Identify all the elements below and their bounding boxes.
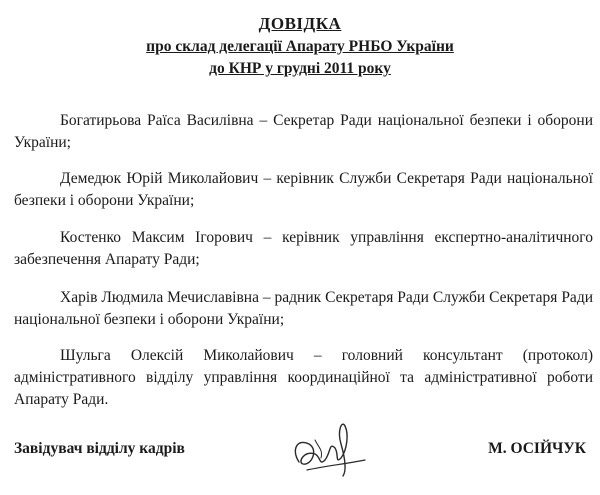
delegation-entry: Харів Людмила Мечиславівна – радник Секретаря Ради Служби Секретаря Ради національної безпеки і оборони України; xyxy=(14,289,593,328)
delegation-entry: Демедюк Юрій Миколайович – керівник Служби Секретаря Ради національної безпеки і оборони України; xyxy=(14,170,593,209)
delegation-entry: Шульга Олексій Миколайович – головний консультант (протокол) адміністративного відділу управління координаційної та адміністративної роботи Апарату Ради. xyxy=(14,347,593,408)
document-title: ДОВІДКА xyxy=(258,14,342,33)
delegation-entry: Костенко Максим Ігорович – керівник управління експертно-аналітичного забезпечення Апарату Ради; xyxy=(14,229,593,268)
signer-name: М. ОСІЙЧУК xyxy=(488,440,586,457)
document-subtitle-line-2: до КНР у грудні 2011 року xyxy=(209,60,391,77)
delegation-entry: Богатирьова Раїса Василівна – Секретар Ради національної безпеки і оборони України; xyxy=(14,112,593,151)
handwritten-signature xyxy=(285,420,375,482)
document-subtitle-line-1: про склад делегації Апарату РНБО України xyxy=(146,38,454,55)
signer-position: Завідувач відділу кадрів xyxy=(14,440,185,457)
